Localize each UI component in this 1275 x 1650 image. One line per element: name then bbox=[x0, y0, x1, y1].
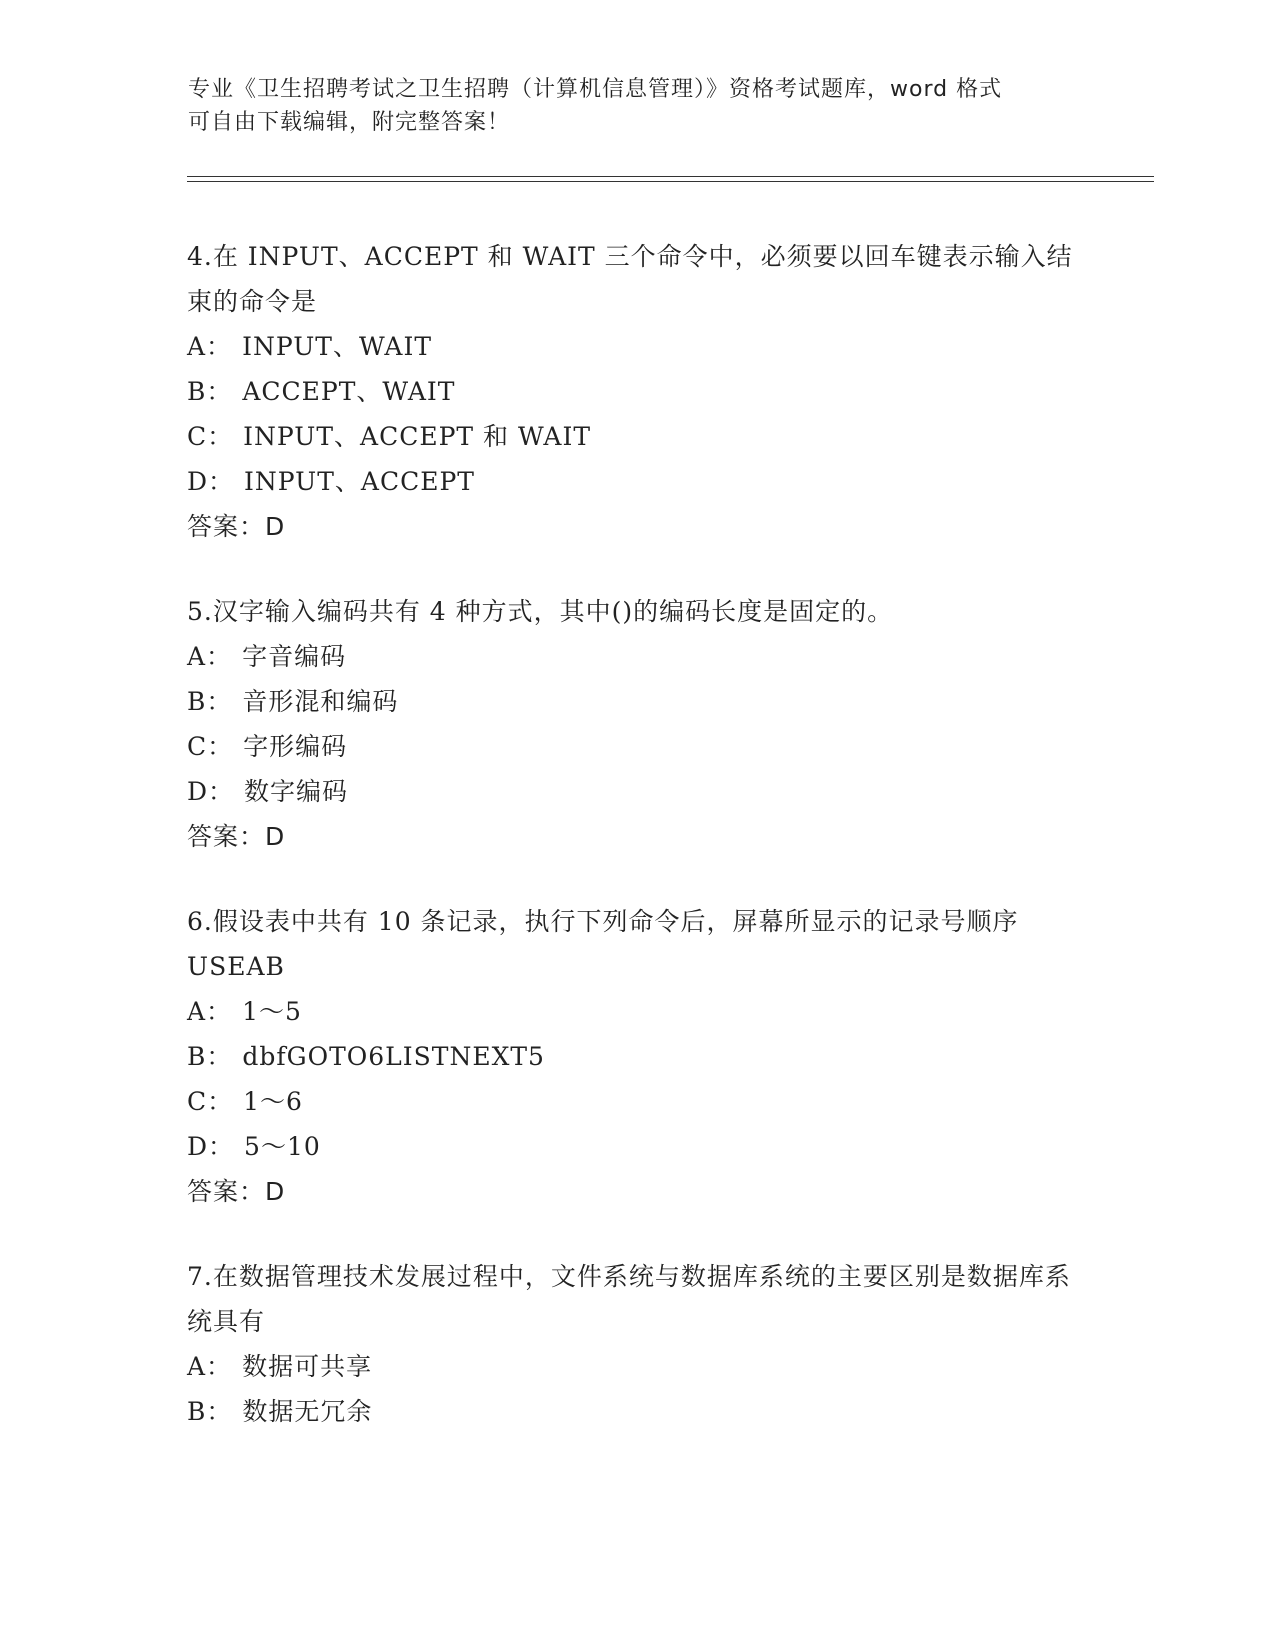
answer-line: 答案：D bbox=[187, 1177, 286, 1206]
option-a bbox=[187, 1344, 1087, 1389]
option-d bbox=[187, 769, 1087, 814]
question-5 bbox=[187, 589, 1087, 859]
question-stem: 5.汉字输入编码共有 4 种方式，其中()的编码长度是固定的。 bbox=[187, 597, 894, 626]
question-stem: 4.在 INPUT、ACCEPT 和 WAIT 三个命令中，必须要以回车键表示输入结束的命令是 bbox=[187, 242, 1073, 316]
option-text: 1～6 bbox=[243, 1087, 303, 1116]
option-letter: B： bbox=[187, 687, 233, 716]
document-header bbox=[188, 73, 1088, 139]
question-stem: 7.在数据管理技术发展过程中，文件系统与数据库系统的主要区别是数据库系统具有 bbox=[187, 1262, 1071, 1336]
header-divider-bottom bbox=[187, 181, 1154, 182]
option-letter: B： bbox=[187, 377, 233, 406]
option-letter: D： bbox=[187, 467, 235, 496]
question-list bbox=[187, 234, 1087, 1474]
option-letter: B： bbox=[187, 1397, 233, 1426]
header-divider-top bbox=[187, 176, 1154, 177]
option-letter: C： bbox=[187, 1087, 234, 1116]
option-text: INPUT、WAIT bbox=[242, 332, 432, 361]
option-letter: A： bbox=[187, 642, 233, 671]
option-b bbox=[187, 369, 1087, 414]
option-a bbox=[187, 989, 1087, 1034]
header-line-1: 专业《卫生招聘考试之卫生招聘（计算机信息管理）》资格考试题库，word 格式 bbox=[188, 77, 1003, 102]
option-letter: B： bbox=[187, 1042, 233, 1071]
option-letter: C： bbox=[187, 732, 234, 761]
option-text: ACCEPT、WAIT bbox=[242, 377, 456, 406]
option-letter: A： bbox=[187, 332, 233, 361]
option-text: 5～10 bbox=[244, 1132, 321, 1161]
question-4 bbox=[187, 234, 1087, 549]
answer-line: 答案：D bbox=[187, 822, 286, 851]
option-d bbox=[187, 1124, 1087, 1169]
option-letter: A： bbox=[187, 1352, 233, 1381]
question-stem: 6.假设表中共有 10 条记录，执行下列命令后，屏幕所显示的记录号顺序 USEAB bbox=[187, 907, 1019, 981]
option-c bbox=[187, 1079, 1087, 1124]
option-letter: A： bbox=[187, 997, 233, 1026]
option-text: 数据可共享 bbox=[242, 1352, 373, 1381]
option-text: 字形编码 bbox=[243, 732, 348, 761]
option-b bbox=[187, 679, 1087, 724]
option-letter: C： bbox=[187, 422, 234, 451]
option-c bbox=[187, 724, 1087, 769]
option-text: 数据无冗余 bbox=[242, 1397, 373, 1426]
option-text: INPUT、ACCEPT bbox=[244, 467, 475, 496]
option-letter: D： bbox=[187, 1132, 235, 1161]
option-letter: D： bbox=[187, 777, 235, 806]
option-b bbox=[187, 1389, 1087, 1434]
question-7 bbox=[187, 1254, 1087, 1434]
header-line-2: 可自由下载编辑，附完整答案！ bbox=[188, 110, 511, 135]
question-6 bbox=[187, 899, 1087, 1214]
option-a bbox=[187, 634, 1087, 679]
option-text: INPUT、ACCEPT 和 WAIT bbox=[243, 422, 592, 451]
option-c bbox=[187, 414, 1087, 459]
option-text: dbfGOTO6LISTNEXT5 bbox=[242, 1042, 545, 1071]
option-text: 字音编码 bbox=[242, 642, 347, 671]
option-text: 数字编码 bbox=[244, 777, 349, 806]
option-text: 1～5 bbox=[242, 997, 302, 1026]
option-d bbox=[187, 459, 1087, 504]
answer-line: 答案：D bbox=[187, 512, 286, 541]
option-b bbox=[187, 1034, 1087, 1079]
option-a bbox=[187, 324, 1087, 369]
option-text: 音形混和编码 bbox=[242, 687, 399, 716]
